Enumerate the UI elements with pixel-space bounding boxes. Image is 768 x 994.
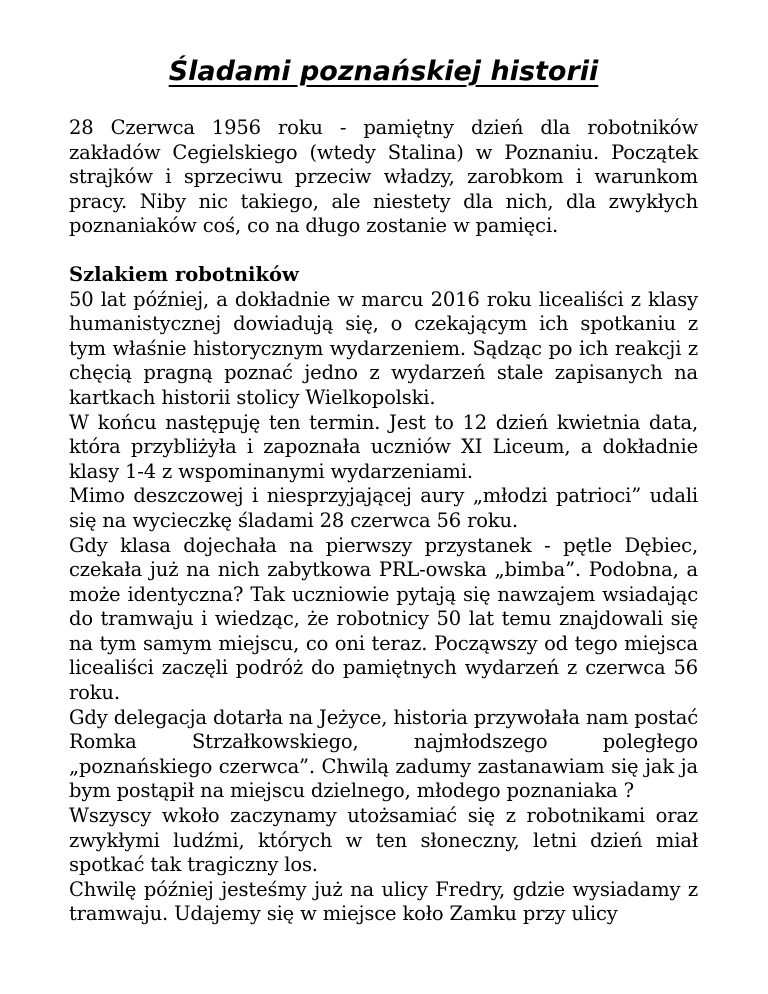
- body-paragraph: Wszyscy wkoło zaczynamy utożsamiać się z robotnikami oraz zwykłymi ludźmi, których w ten słoneczny, letni dzień miał spotkać tak tragiczny los.: [69, 804, 698, 877]
- body-paragraph: Gdy klasa dojechała na pierwszy przystanek - pętle Dębiec, czekała już na nich zabytkowa PRL-owska „bimba”. Podobna, a może identyczna? Tak uczniowie pytają się nawzajem wsiadając do tramwaju i wiedząc, że robotnicy 50 lat temu znajdowali się na tym samym miejscu, co oni teraz. Począwszy od tego miejsca licealiści zaczęli podróż do pamiętnych wydarzeń z czerwca 56 roku.: [69, 533, 698, 705]
- body-paragraph: Gdy delegacja dotarła na Jeżyce, historia przywołała nam postać Romka Strzałkowskiego, najmłodszego poległego „poznańskiego czerwca”. Chwilą zadumy zastanawiam się jak ja bym postąpił na miejscu dzielnego, młodego poznaniaka ?: [69, 705, 698, 803]
- document-page: [69, 0, 698, 927]
- document-title: Śladami poznańskiej historii: [168, 56, 599, 87]
- body-paragraph: 50 lat później, a dokładnie w marcu 2016 roku licealiści z klasy humanistycznej dowiadują się, o czekającym ich spotkaniu z tym właśnie historycznym wydarzeniem. Sądząc po ich reakcji z chęcią pragną poznać jedno z wydarzeń stale zapisanych na kartkach historii stolicy Wielkopolski.: [69, 287, 698, 409]
- body-paragraph: W końcu następuję ten termin. Jest to 12 dzień kwietnia data, która przybliżyła i zapoznała uczniów XI Liceum, a dokładnie klasy 1-4 z wspominanymi wydarzeniami.: [69, 410, 698, 483]
- intro-paragraph: 28 Czerwca 1956 roku - pamiętny dzień dla robotników zakładów Cegielskiego (wtedy Stalina) w Poznaniu. Początek strajków i sprzeciwu przeciw władzy, zarobkom i warunkom pracy. Niby nic takiego, ale niestety dla nich, dla zwykłych poznaniaków coś, co na długo zostanie w pamięci.: [69, 116, 698, 238]
- body-paragraph: Chwilę później jesteśmy już na ulicy Fredry, gdzie wysiadamy z tramwaju. Udajemy się w miejsce koło Zamku przy ulicy: [69, 877, 698, 926]
- section-heading: Szlakiem robotników: [69, 262, 299, 286]
- body-paragraph: Mimo deszczowej i niesprzyjającej aury „młodzi patrioci” udali się na wycieczkę śladami 28 czerwca 56 roku.: [69, 484, 698, 532]
